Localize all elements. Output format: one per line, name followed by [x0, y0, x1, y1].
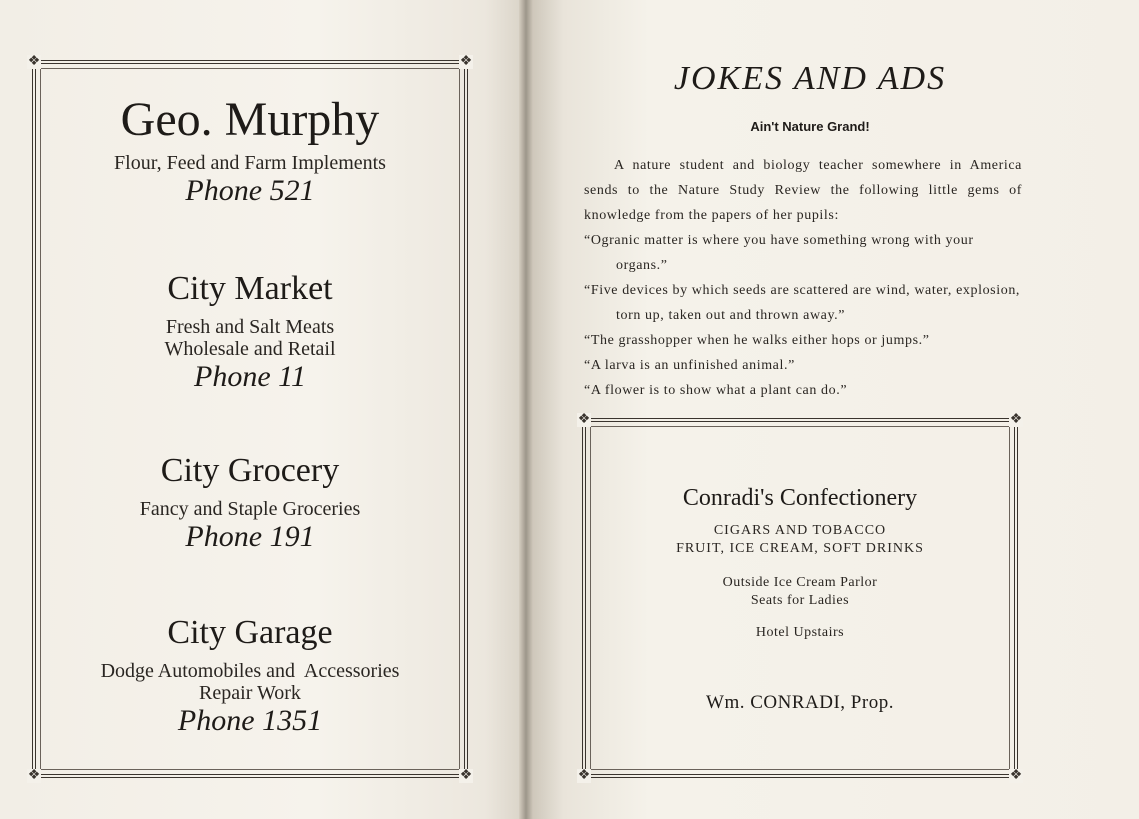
frame-corner-ornament: ❖ [27, 768, 41, 783]
ad-line: Seats for Ladies [750, 593, 850, 608]
ad-line: CIGARS AND TOBACCO [713, 523, 887, 538]
quote-item: “A flower is to show what a plant can do.” [584, 383, 848, 398]
article-intro: A nature student and biology teacher somewhere in America sends to the Nature Study Review the following little gems of knowledge from the papers of her pupils: [584, 158, 1022, 223]
ad-phone: Phone 1351 [177, 704, 323, 737]
frame-corner-ornament: ❖ [459, 54, 473, 69]
conradi-products [586, 522, 1014, 558]
frame-corner-ornament: ❖ [27, 54, 41, 69]
conradi-name [586, 484, 1014, 512]
ad-name: City Market [167, 270, 333, 307]
frame-corner-ornament: ❖ [1009, 768, 1023, 783]
conradi-parlor [586, 574, 1014, 610]
page-heading: JOKES AND ADS [673, 60, 947, 97]
ad-city-market [36, 270, 464, 394]
ad-line: Repair Work [199, 682, 301, 704]
conradi-hotel [586, 624, 1014, 642]
ad-phone: Phone 11 [194, 360, 306, 393]
ad-geo-murphy [36, 94, 464, 208]
article-body [584, 153, 1022, 403]
ad-name: Conradi's Confectionery [682, 485, 918, 511]
quote-item: “The grasshopper when he walks either hops or jumps.” [584, 333, 930, 348]
ad-proprietor: Wm. CONRADI, Prop. [706, 692, 894, 713]
ad-line: Hotel Upstairs [755, 625, 845, 640]
frame-corner-ornament: ❖ [577, 768, 591, 783]
left-ad-frame [27, 54, 473, 783]
ad-line: Wholesale and Retail [164, 338, 336, 360]
frame-corner-ornament: ❖ [459, 768, 473, 783]
ad-line: Fancy and Staple Groceries [139, 498, 361, 520]
ad-line: FRUIT, ICE CREAM, SOFT DRINKS [676, 541, 924, 556]
quote-item: “Ogranic matter is where you have something wrong with your organs.” [584, 233, 974, 273]
frame-corner-ornament: ❖ [1009, 412, 1023, 427]
ad-name: City Garage [167, 614, 333, 651]
ad-line: Outside Ice Cream Parlor [722, 575, 878, 590]
book-gutter [519, 0, 533, 819]
conradi-ad-frame [577, 412, 1023, 783]
ad-line: Fresh and Salt Meats [165, 316, 335, 338]
ad-name: City Grocery [160, 452, 340, 489]
article-title: Ain't Nature Grand! [750, 119, 870, 134]
quote-item: “A larva is an unfinished animal.” [584, 358, 795, 373]
ad-city-grocery [36, 452, 464, 554]
ad-city-garage [36, 614, 464, 738]
ad-line: Flour, Feed and Farm Implements [114, 152, 386, 174]
ad-line: Dodge Automobiles and Accessories [100, 660, 400, 682]
ad-phone: Phone 521 [185, 174, 315, 207]
ad-phone: Phone 191 [185, 520, 315, 553]
conradi-proprietor [586, 692, 1014, 714]
frame-corner-ornament: ❖ [577, 412, 591, 427]
quote-item: “Five devices by which seeds are scattered are wind, water, explosion, torn up, taken out and thrown away.” [584, 283, 1021, 323]
ad-name: Geo. Murphy [120, 93, 380, 146]
